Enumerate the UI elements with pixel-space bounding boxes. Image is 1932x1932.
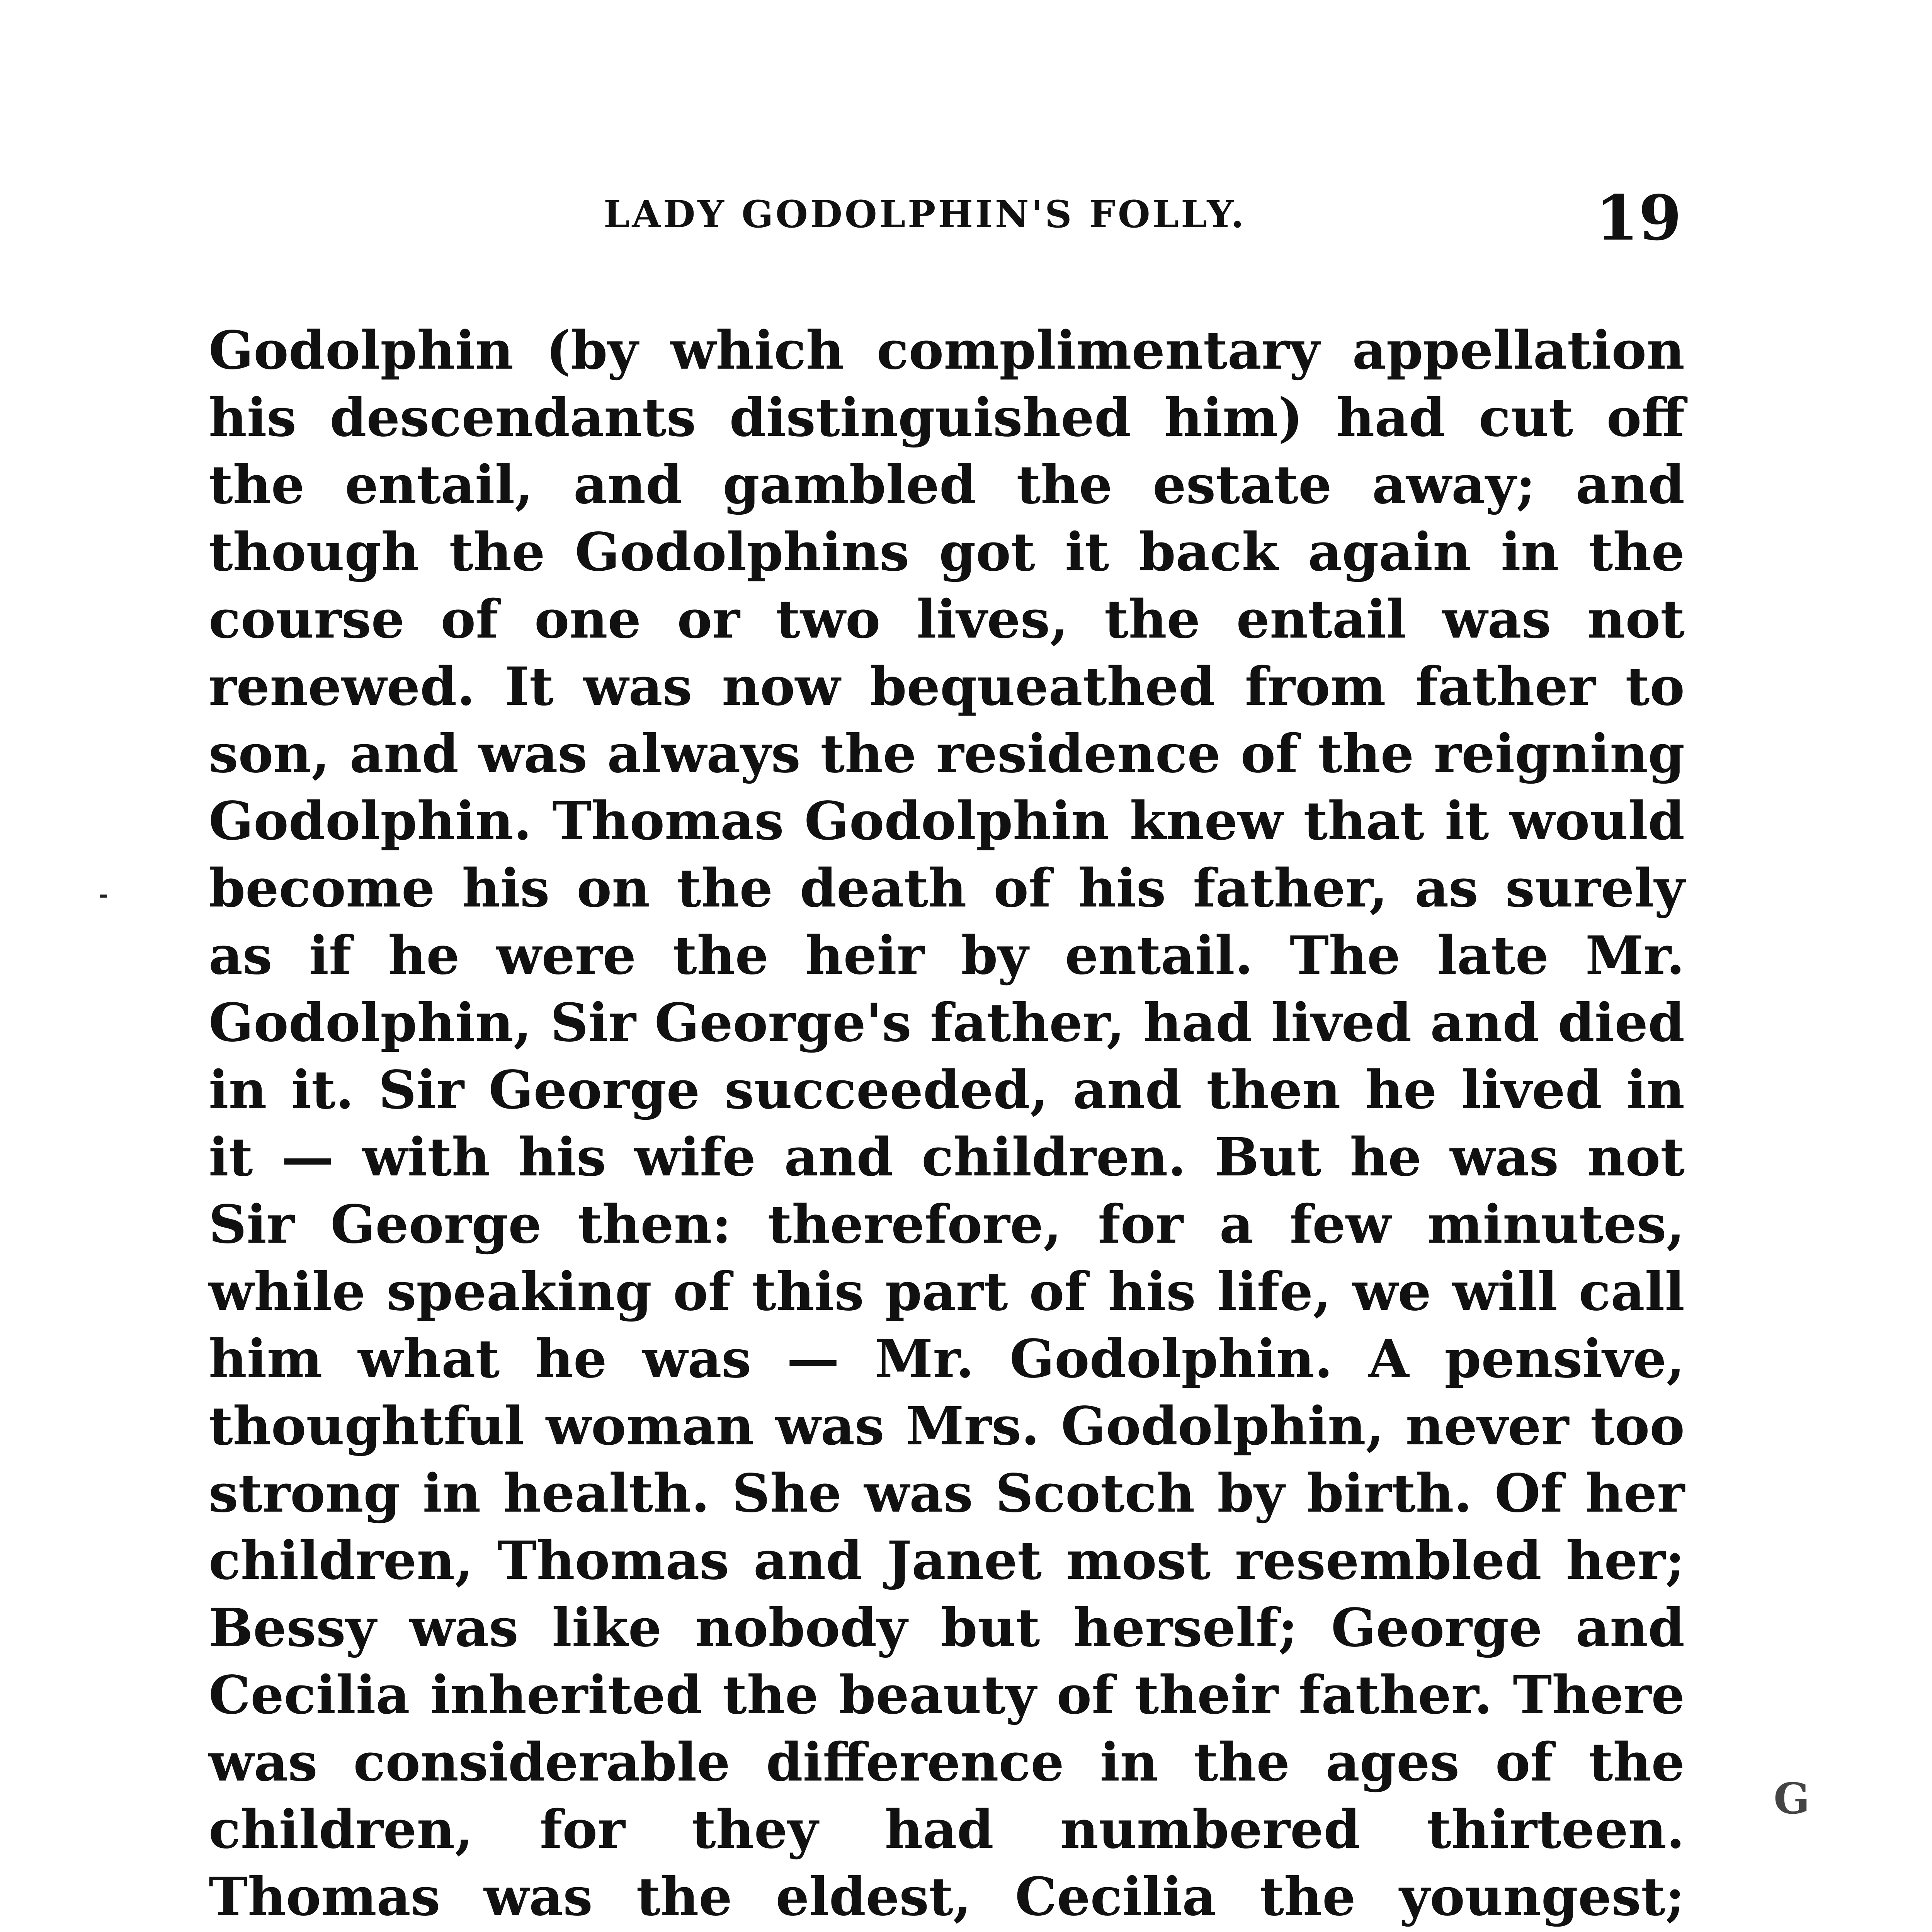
right-margin-mark: G <box>1774 1774 1810 1823</box>
page-number: 19 <box>1595 182 1682 254</box>
body-text <box>209 317 1685 1932</box>
running-head: LADY GODOLPHIN'S FOLLY. <box>604 192 1247 236</box>
left-margin-mark: - <box>99 881 108 908</box>
paragraph: Godolphin (by which complimentary appellation his descendants distinguished him) had cut off the entail, and gambled the estate away; and though the Godolphins got it back again in the course of one or two lives, the entail was not renewed. It was now bequeathed from father to son, and was always the residence of the reigning Godolphin. Thomas Godolphin knew that it would become his on the death of his father, as surely as if he were the heir by entail. The late Mr. Godolphin, Sir George's father, had lived and died in it. Sir George succeeded, and then he lived in it — with his wife and children. But he was not Sir George then: therefore, for a few minutes, while speaking of this part of his life, we will call him what he was — Mr. Godolphin. A pensive, thoughtful woman was Mrs. Godolphin, never too strong in health. She was Scotch by birth. Of her children, Thomas and Janet most resembled her; Bessy was like nobody but herself; George and Cecilia inherited the beauty of their father. There was considerable difference in the ages of the children, for they had numbered thirteen. Thomas was the eldest, Cecilia the youngest; <box>209 320 1685 1928</box>
